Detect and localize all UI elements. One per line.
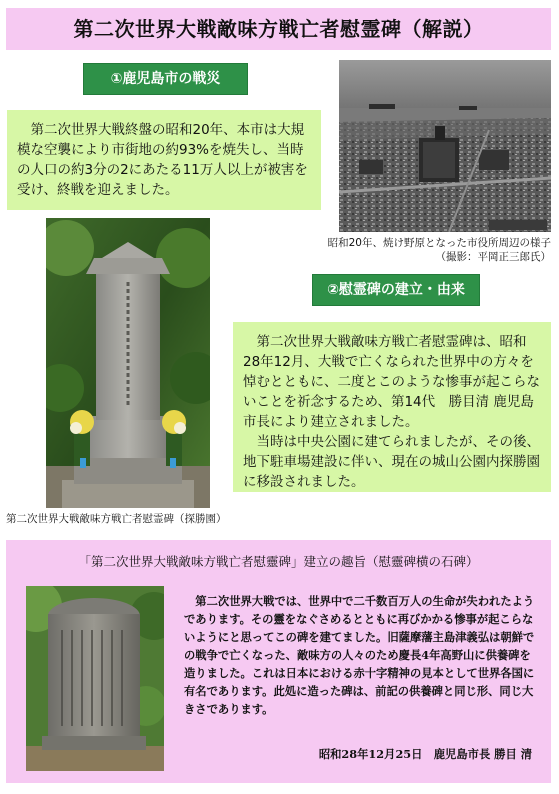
inscription-box (6, 540, 551, 783)
inscription-text-block (184, 592, 539, 718)
page-title: 第二次世界大戦敵味方戦亡者慰霊碑（解説） (73, 17, 484, 41)
inscription-title: 「第二次世界大戦敵味方戦亡者慰靈碑」建立の趣旨（慰靈碑横の石碑） (78, 554, 479, 569)
memorial-caption: 第二次世界大戦敵味方戦亡者慰霊碑（探勝園） (6, 513, 227, 525)
war-ruins-caption-line1: 昭和20年、焼け野原となった市役所周辺の様子 (327, 237, 551, 249)
section2-para1: 第二次世界大戦敵味方戦亡者慰霊碑は、昭和28年12月、大戦で亡くなられた世界中の方々を悼むとともに、二度とこのような惨事が起こらないことを祈念するため、第14代 勝目清 鹿児島市長により建立されました。 (243, 334, 540, 430)
section2-label: ②慰霊碑の建立・由来 (312, 274, 480, 306)
war-ruins-photo (339, 60, 551, 232)
title-banner (6, 8, 551, 50)
war-ruins-caption (300, 236, 551, 264)
section1-text: 第二次世界大戦終盤の昭和20年、本市は大規模な空襲により市街地の約93%を焼失し、当時の人口の約3分の2にあたる11万人以上が被害を受け、終戦を迎えました。 (17, 122, 308, 198)
section1-label: ①鹿児島市の戦災 (83, 63, 248, 95)
war-ruins-caption-line2: （撮影：平岡正三郎氏） (435, 251, 551, 263)
section2-para2: 当時は中央公園に建てられましたが、その後、地下駐車場建設に伴い、現在の城山公園内探勝園に移設されました。 (243, 434, 540, 490)
memorial-photo (46, 218, 210, 508)
inscription-signature: 昭和28年12月25日 鹿児島市長 勝目 清 (318, 747, 532, 761)
section2-text-box (233, 322, 551, 492)
inscription-text: 第二次世界大戦では、世界中で二千数百万人の生命が失われたようであります。その靈をなぐさめるとともに再びかかる惨事が起こらないようにと思ってこの碑を建てました。旧薩摩藩主島津義弘は朝鮮での戦争で亡くなった、敵味方の人々のため慶長4年高野山に供養碑を造りました。これは日本における赤十字精神の見本として世界各国に有名であります。此処に造った碑は、前記の供養碑と同じ形、同じ大きさであります。 (184, 594, 535, 716)
section1-text-box (7, 110, 321, 210)
stone-tablet-photo (26, 586, 164, 771)
